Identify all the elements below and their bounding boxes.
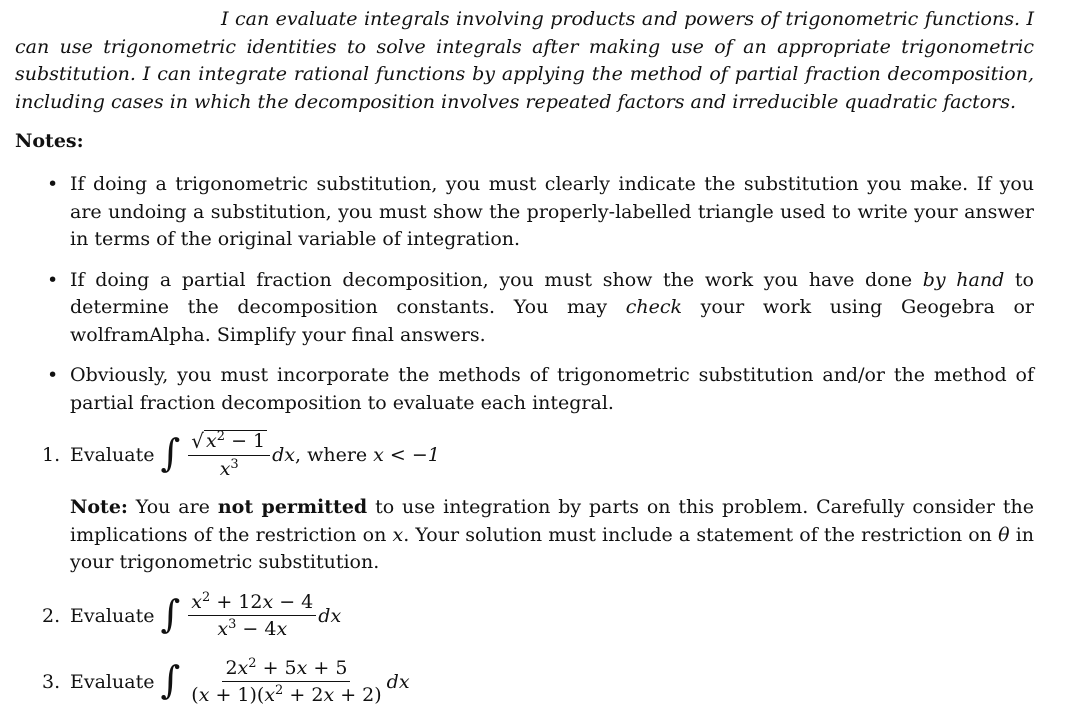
condition: x < −1: [373, 444, 440, 466]
integral-sign: ∫: [160, 657, 181, 702]
notes-heading: Notes:: [15, 130, 84, 152]
differential: dx: [318, 604, 342, 627]
learning-objectives: I can evaluate integrals involving products and powers of trigonometric functions. I can use trigonometric identities to solve integrals after making use of an appropriate trigonometric substitution. I can integrate rational functions by applying the method of partial fraction decomposition, including cases in which the decomposition involves repeated factors and irreducible quadratic factors.: [15, 8, 1034, 113]
differential: dx: [386, 670, 410, 693]
problem-2: [42, 591, 341, 640]
problem-label: Evaluate: [70, 444, 155, 466]
note-bullet-partial-fractions: [15, 267, 1034, 350]
problem-number: 1.: [42, 444, 61, 466]
problem-3: [42, 657, 410, 706]
note-text: to determine the decomposition constants. You may: [70, 268, 1034, 318]
problem-number: 2.: [42, 604, 61, 627]
differential: dx: [272, 444, 296, 466]
note-text: If doing a partial fraction decomposition, you must show the work you have done: [70, 268, 923, 291]
emphasis-by-hand: by hand: [922, 268, 1005, 291]
note-label: Note:: [70, 496, 128, 518]
condition-text: , where: [295, 444, 368, 466]
square-root: √ $x^2 - 1$: [191, 429, 266, 453]
integrand-numerator: $2x^2 + 5x + 5$: [222, 657, 350, 682]
problem-1: [42, 430, 440, 480]
integrand-numerator: $x^2 + 12x - 4$: [188, 591, 316, 616]
note-bold: not permitted: [217, 496, 368, 518]
problem-label: Evaluate: [70, 670, 155, 693]
note-text: your work using Geogebra or wolframAlpha. Simplify your final answers.: [70, 296, 1034, 346]
integrand-fraction: [188, 430, 270, 480]
integral-sign: ∫: [160, 591, 181, 636]
note-text: You are: [127, 496, 218, 518]
note-text: in your trigonometric substitution.: [70, 523, 1035, 573]
integral-sign: ∫: [160, 431, 181, 475]
integrand-denominator: $x^3$: [219, 457, 239, 480]
problem-1-note: [70, 494, 1034, 577]
note-bullet-substitution: • If doing a trigonometric substitution, you must clearly indicate the substitution you make. If you are undoing a substitution, you must show the properly-labelled triangle used to write your answer in terms of the original variable of integration.: [15, 171, 1034, 254]
integrand-numerator: [188, 430, 270, 456]
note-text: . Your solution must include a statement of the restriction on: [403, 523, 999, 546]
note-bullet-methods: • Obviously, you must incorporate the methods of trigonometric substitution and/or the method of partial fraction decomposition to evaluate each integral.: [15, 362, 1034, 417]
emphasis-check: check: [625, 296, 683, 318]
math-var: θ: [998, 523, 1010, 546]
problem-number: 3.: [42, 670, 61, 693]
integrand-fraction: [188, 657, 384, 706]
integrand-denominator: $(x + 1)(x^2 + 2x + 2)$: [191, 683, 382, 706]
note-text: to use integration by parts on this problem. Carefully consider the implications of the restriction on: [70, 496, 1035, 546]
problem-label: Evaluate: [70, 604, 155, 627]
notes-list: [15, 171, 1034, 430]
integrand-fraction: [188, 591, 316, 640]
math-var: x: [392, 523, 404, 546]
integrand-denominator: $x^3 - 4x$: [217, 617, 288, 640]
